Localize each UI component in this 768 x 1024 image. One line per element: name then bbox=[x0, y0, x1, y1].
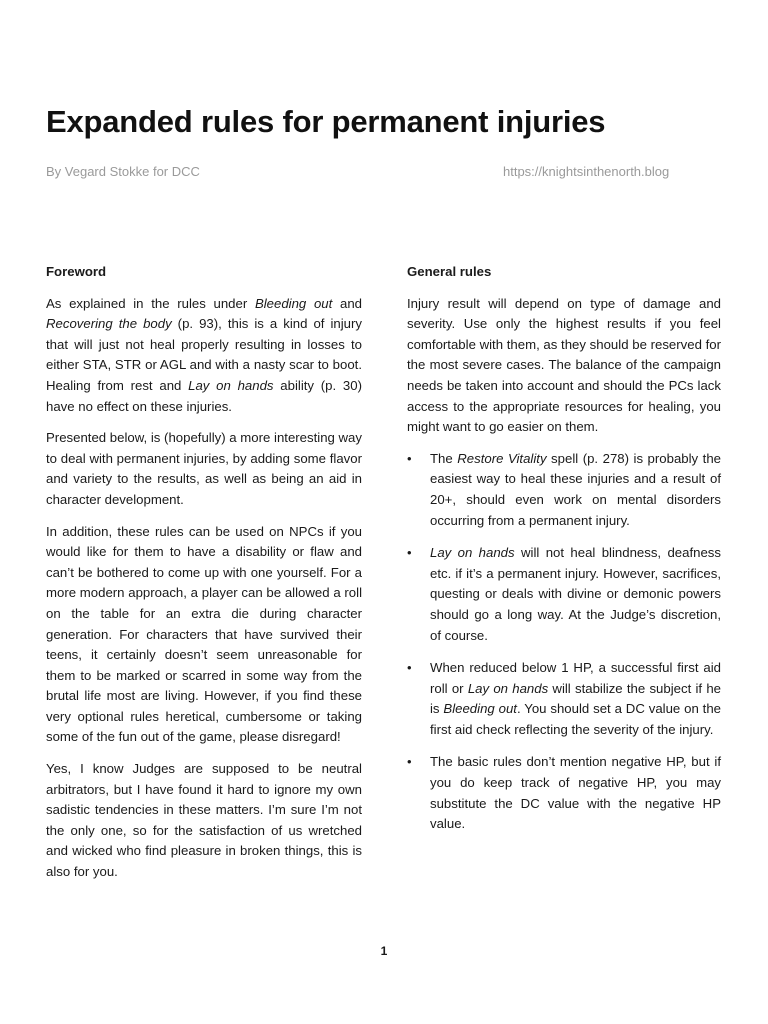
list-item bbox=[407, 543, 721, 646]
general-rules-heading: General rules bbox=[407, 264, 492, 279]
general-rules-section bbox=[407, 262, 721, 847]
bullet-icon: • bbox=[407, 450, 412, 466]
bullet-icon: • bbox=[407, 660, 412, 676]
text-run: The basic rules don’t mention negative HP, but if you do keep track of negative HP, you may substitute the DC value with the negative HP value. bbox=[430, 754, 721, 832]
text-run: As explained in the rules under bbox=[46, 295, 255, 311]
text-run: The bbox=[430, 450, 458, 466]
emphasis-bleeding-out: Bleeding out bbox=[254, 295, 333, 311]
foreword-heading: Foreword bbox=[46, 264, 107, 279]
foreword-paragraph-3: In addition, these rules can be used on NPCs if you would like for them to have a disability or flaw and can’t be bothered to come up with one yourself. For a more modern approach, a player can be allowed a roll on the table for an extra die during character generation. For characters that have survived their teens, it certainly doesn’t seem unreasonable for them to be marked or scarred in some way from the brutal life most are living. However, if you find these very optional rules heretical, cumbersome or taking some of the fun out of the game, please disregard! bbox=[46, 523, 362, 745]
text-run: (p. 93), this is a kind of injury that will just not heal properly resulting in losses to either STA, STR or AGL and with a nasty scar to boot. Healing from rest and bbox=[46, 316, 362, 393]
author-byline: By Vegard Stokke for DCC bbox=[46, 164, 200, 179]
bullet-icon: • bbox=[407, 754, 412, 770]
foreword-section bbox=[46, 262, 362, 894]
text-run: ability (p. 30) have no effect on these injuries. bbox=[46, 377, 362, 414]
text-run: spell (p. 278) is probably the easiest way to heal these injuries and a result of 20+, should even work on mental disorders occurring from a permanent injury. bbox=[430, 450, 721, 528]
document-title: Expanded rules for permanent injuries bbox=[46, 104, 606, 139]
general-rules-list bbox=[407, 449, 721, 835]
text-run: and bbox=[332, 295, 362, 311]
page-number: 1 bbox=[380, 944, 388, 958]
emphasis-restore-vitality: Restore Vitality bbox=[457, 450, 547, 466]
foreword-paragraph-1 bbox=[46, 294, 362, 418]
bullet-icon: • bbox=[407, 545, 412, 561]
emphasis-lay-on-hands: Lay on hands bbox=[430, 545, 515, 561]
foreword-paragraph-2: Presented below, is (hopefully) a more interesting way to deal with permanent injuries, by adding some flavor and variety to the results, as well as being an aid in character development. bbox=[46, 430, 362, 507]
list-item bbox=[407, 658, 721, 740]
emphasis-bleeding-out: Bleeding out bbox=[443, 701, 517, 717]
blog-url: https://knightsinthenorth.blog bbox=[503, 164, 670, 179]
text-run: will stabilize the subject if he is bbox=[430, 680, 721, 717]
general-rules-intro: Injury result will depend on type of damage and severity. Use only the highest results if you feel comfortable with them, as they should be reserved for the most severe cases. The balance of the campaign needs be taken into account and should the PCs lack access to the appropriate resources for healing, you might want to go easier on them. bbox=[407, 295, 721, 435]
emphasis-recovering-the-body: Recovering the body bbox=[46, 316, 172, 332]
list-item bbox=[407, 449, 721, 531]
text-run: . You should set a DC value on the first aid check reflecting the severity of the injury. bbox=[430, 701, 722, 737]
text-run: When reduced below 1 HP, a successful first aid roll or bbox=[430, 660, 721, 696]
emphasis-lay-on-hands: Lay on hands bbox=[467, 680, 549, 696]
text-run: will not heal blindness, deafness etc. if it’s a permanent injury. However, sacrifices, questing or deals with divine or demonic powers should go a long way. At the Judge’s discretion, of course. bbox=[430, 545, 721, 643]
list-item bbox=[407, 752, 721, 834]
emphasis-lay-on-hands: Lay on hands bbox=[188, 377, 274, 393]
foreword-paragraph-4: Yes, I know Judges are supposed to be neutral arbitrators, but I have found it hard to ignore my own sadistic tendencies in these matters. I’m sure I’m not the only one, so for the satisfaction of us wretched and wicked who find pleasure in broken things, this is also for you. bbox=[46, 761, 362, 880]
